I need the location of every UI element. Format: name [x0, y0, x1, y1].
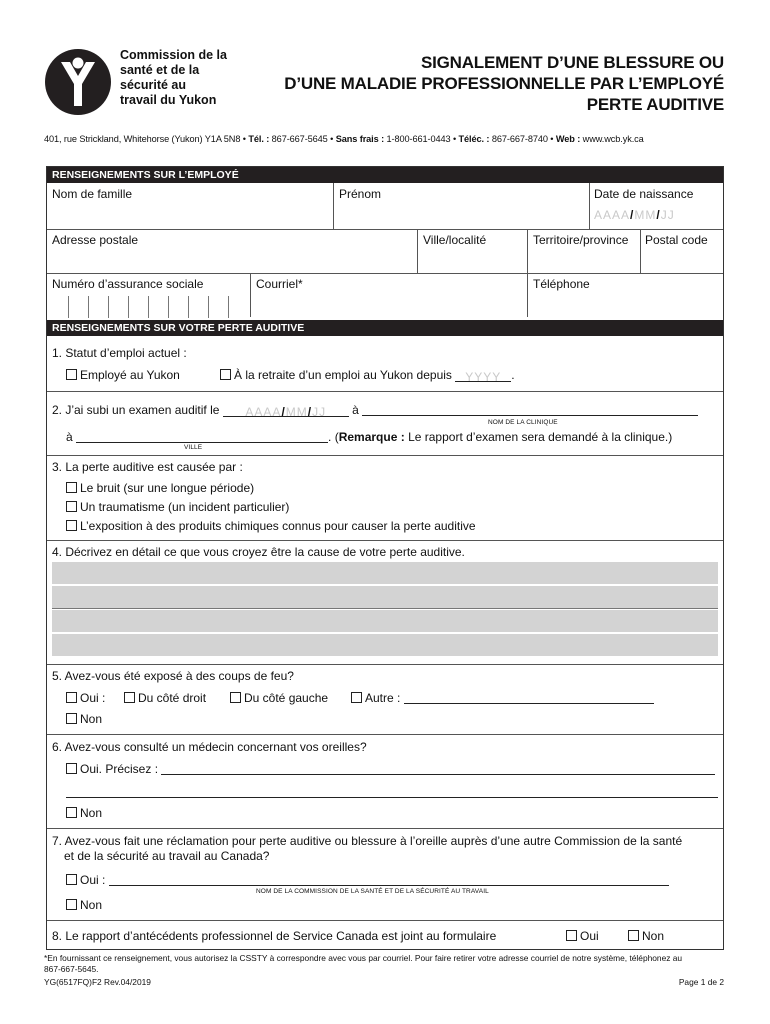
option-label: Oui. Précisez : — [80, 762, 159, 776]
description-rule — [52, 608, 718, 609]
row-divider — [47, 273, 723, 274]
title-line: SIGNALEMENT D’UNE BLESSURE OU — [420, 53, 724, 72]
checkbox[interactable] — [220, 369, 231, 380]
hearing-section-header: RENSEIGNEMENTS SUR VOTRE PERTE AUDITIVE — [47, 320, 723, 336]
city-label: Ville/localité — [423, 233, 487, 247]
footnote-line: 867-667-5645. — [44, 964, 99, 974]
q8-label: 8. Le rapport d’antécédents professionnel de Service Canada est joint au formulaire — [52, 929, 497, 943]
territory-label: Territoire/province — [533, 233, 629, 247]
at-word: à — [352, 403, 359, 417]
employee-section-header: RENSEIGNEMENTS SUR L’EMPLOYÉ — [47, 167, 723, 183]
q2-city-line — [66, 430, 672, 444]
q6-option-yes[interactable] — [66, 762, 715, 776]
web-label: Web : — [555, 134, 581, 144]
checkbox[interactable] — [351, 692, 362, 703]
option-label: Du côté gauche — [244, 691, 329, 705]
at-word: à — [66, 430, 73, 444]
q8-option-yes[interactable] — [566, 929, 599, 943]
contact-address — [44, 134, 734, 144]
description-field[interactable] — [52, 634, 718, 656]
mailing-address-label: Adresse postale — [52, 233, 139, 247]
email-consent-footnote — [44, 953, 734, 975]
q7-option-yes[interactable] — [66, 873, 669, 887]
checkbox[interactable] — [66, 520, 77, 531]
divider — [640, 229, 641, 273]
option-label: À la retraite d’un emploi au Yukon depuis — [234, 368, 452, 382]
date-slash: / — [630, 208, 635, 222]
q5-option-left[interactable] — [230, 691, 328, 705]
sin-digit-divider — [168, 296, 169, 318]
remark-text: Le rapport d’examen sera demandé à la clinique.) — [404, 430, 673, 444]
title-line: PERTE AUDITIVE — [586, 95, 724, 114]
tel-number: 867-667-5645 • — [269, 134, 336, 144]
form-code: YG(6517FQ)F2 Rev.04/2019 — [44, 977, 151, 987]
divider — [589, 183, 590, 229]
q5-other-field[interactable] — [404, 692, 654, 704]
dob-label: Date de naissance — [594, 187, 694, 201]
exam-month-placeholder: MM — [285, 405, 308, 419]
divider — [417, 229, 418, 273]
q8-option-no[interactable] — [628, 929, 664, 943]
dob-month-placeholder: MM — [634, 208, 657, 222]
tollfree-number: 1-800-661-0443 • — [384, 134, 459, 144]
row-divider — [47, 229, 723, 230]
sin-digit-divider — [128, 296, 129, 318]
sin-digit-divider — [88, 296, 89, 318]
date-slash: / — [307, 405, 313, 419]
option-label: Non — [80, 712, 103, 726]
sin-digit-divider — [208, 296, 209, 318]
checkbox[interactable] — [628, 930, 639, 941]
page-number: Page 1 de 2 — [678, 977, 724, 987]
q1-label: 1. Statut d’emploi actuel : — [52, 346, 187, 360]
org-line: sécurité au — [120, 78, 187, 92]
sin-digit-divider — [148, 296, 149, 318]
q5-option-yes[interactable] — [66, 691, 105, 705]
checkbox[interactable] — [66, 713, 77, 724]
tollfree-label: Sans frais : — [335, 134, 385, 144]
description-field[interactable] — [52, 586, 718, 608]
title-line: D’UNE MALADIE PROFESSIONNELLE PAR L’EMPLOYÉ — [284, 74, 724, 93]
q4-label: 4. Décrivez en détail ce que vous croyez être la cause de votre perte auditive. — [52, 545, 465, 559]
web-url: www.wcb.yk.ca — [580, 134, 644, 144]
remark-open: . ( — [328, 430, 339, 444]
checkbox[interactable] — [124, 692, 135, 703]
sin-digit-divider — [68, 296, 69, 318]
remark-label: Remarque : — [338, 430, 405, 444]
q5-option-other[interactable] — [351, 691, 654, 705]
email-label: Courriel* — [256, 277, 303, 291]
phone-label: Téléphone — [533, 277, 590, 291]
clinic-name-field[interactable] — [362, 404, 698, 416]
q1-option-employed[interactable] — [66, 368, 180, 382]
row-divider — [47, 455, 723, 456]
divider — [250, 273, 251, 317]
footnote-line: *En fournissant ce renseignement, vous autorisez la CSSTY à correspondre avec vous par courriel. Pour faire retirer votre adresse courriel de notre système, téléphonez au — [44, 953, 683, 963]
row-divider — [47, 920, 723, 921]
checkbox[interactable] — [66, 874, 77, 885]
q3-label: 3. La perte auditive est causée par : — [52, 460, 243, 474]
commission-caption: NOM DE LA COMMISSION DE LA SANTÉ ET DE LA SÉCURITÉ AU TRAVAIL — [256, 888, 489, 895]
option-label: Oui : — [80, 873, 106, 887]
checkbox[interactable] — [66, 692, 77, 703]
q2-text: 2. J’ai subi un examen auditif le — [52, 403, 220, 417]
row-divider — [47, 540, 723, 541]
exam-year-placeholder: AAAA — [245, 405, 282, 419]
q5-label: 5. Avez-vous été exposé à des coups de feu? — [52, 669, 294, 683]
date-slash: / — [281, 405, 286, 419]
exam-day-placeholder: JJ — [312, 405, 327, 419]
clinic-name-caption: NOM DE LA CLINIQUE — [488, 419, 558, 426]
option-label: Du côté droit — [138, 691, 207, 705]
q5-option-right[interactable] — [124, 691, 206, 705]
tel-label: Tél. : — [248, 134, 270, 144]
q5-option-no[interactable] — [66, 712, 102, 726]
q6-label: 6. Avez-vous consulté un médecin concernant vos oreilles? — [52, 740, 367, 754]
option-label: Non — [80, 806, 103, 820]
option-label: Non — [80, 898, 103, 912]
organization-name — [120, 48, 250, 108]
checkbox[interactable] — [66, 482, 77, 493]
q6-option-no[interactable] — [66, 806, 102, 820]
checkbox[interactable] — [66, 369, 77, 380]
clinic-city-field[interactable] — [76, 431, 328, 443]
checkbox[interactable] — [66, 807, 77, 818]
org-line: santé et de la — [120, 63, 200, 77]
description-field[interactable] — [52, 562, 718, 584]
option-label: L’exposition à des produits chimiques connus pour causer la perte auditive — [80, 519, 476, 533]
q1-option-retired[interactable] — [220, 368, 515, 382]
q7-label-line2: et de la sécurité au travail au Canada? — [64, 849, 270, 863]
option-label: Oui — [580, 929, 599, 943]
sin-digit-divider — [108, 296, 109, 318]
q2-label — [52, 403, 698, 417]
fax-number: 867-667-8740 • — [489, 134, 556, 144]
form-title — [254, 52, 724, 115]
option-label: Oui : — [80, 691, 106, 705]
q7-commission-field[interactable] — [109, 874, 669, 886]
option-label: Autre : — [365, 691, 401, 705]
q7-option-no[interactable] — [66, 898, 102, 912]
option-label: Le bruit (sur une longue période) — [80, 481, 255, 495]
city-caption: VILLE — [184, 444, 203, 451]
row-divider — [47, 828, 723, 829]
org-line: Commission de la — [120, 48, 227, 62]
q7-label-line1: 7. Avez-vous fait une réclamation pour perte auditive ou blessure à l’oreille auprès d’une autre Commission de la santé — [52, 834, 683, 848]
fax-label: Téléc. : — [458, 134, 490, 144]
period: . — [511, 368, 515, 382]
exam-date-field[interactable] — [223, 405, 349, 417]
checkbox[interactable] — [66, 501, 77, 512]
dob-field[interactable] — [594, 208, 675, 222]
row-divider — [47, 391, 723, 392]
q3-option-trauma[interactable] — [66, 500, 289, 514]
q6-details-field[interactable] — [161, 763, 715, 775]
retired-year-field[interactable]: YYYY — [455, 370, 511, 382]
row-divider — [47, 664, 723, 665]
checkbox[interactable] — [566, 930, 577, 941]
q6-details-line2[interactable] — [66, 797, 718, 798]
option-label: Employé au Yukon — [80, 368, 180, 382]
sin-label: Numéro d’assurance sociale — [52, 277, 204, 291]
first-name-label: Prénom — [339, 187, 382, 201]
option-label: Non — [642, 929, 665, 943]
dob-year-placeholder: AAAA — [594, 208, 631, 222]
sin-digit-divider — [228, 296, 229, 318]
sin-digit-divider — [188, 296, 189, 318]
description-field[interactable] — [52, 610, 718, 632]
address-text: 401, rue Strickland, Whitehorse (Yukon) Y1A 5N8 • — [44, 134, 249, 144]
option-label: Un traumatisme (un incident particulier) — [80, 500, 290, 514]
checkbox[interactable] — [66, 763, 77, 774]
divider — [333, 183, 334, 229]
dob-day-placeholder: JJ — [660, 208, 675, 222]
date-slash: / — [656, 208, 661, 222]
checkbox[interactable] — [66, 899, 77, 910]
checkbox[interactable] — [230, 692, 241, 703]
last-name-label: Nom de famille — [52, 187, 133, 201]
q3-option-noise[interactable] — [66, 481, 254, 495]
yukon-wcb-logo-icon — [44, 48, 112, 116]
org-line: travail du Yukon — [120, 93, 217, 107]
postal-code-label: Postal code — [645, 233, 708, 247]
q3-option-chemical[interactable] — [66, 519, 476, 533]
row-divider — [47, 734, 723, 735]
